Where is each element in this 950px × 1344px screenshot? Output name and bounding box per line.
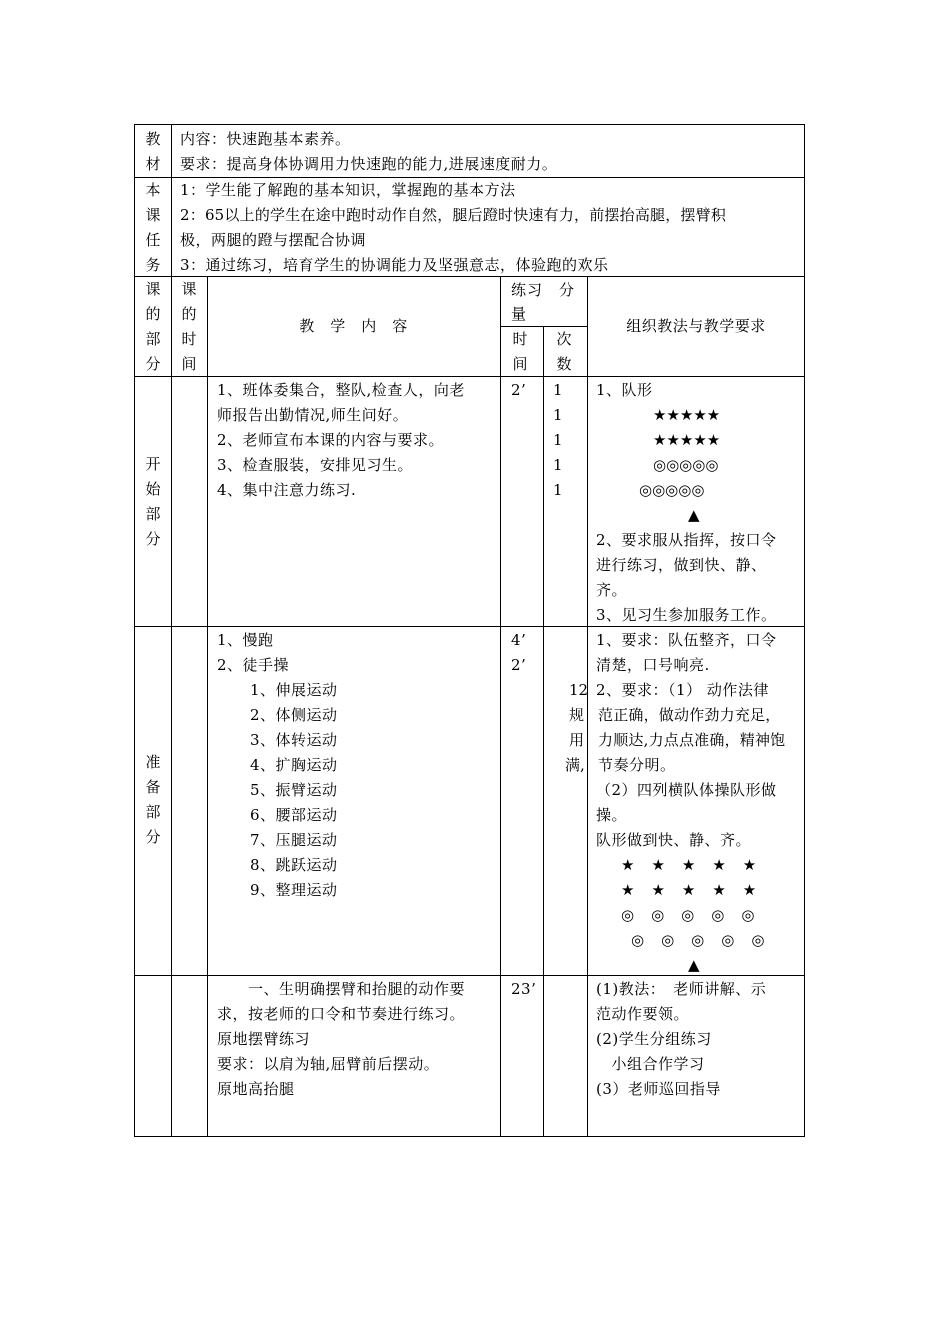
start-method-title: 1、队形 bbox=[596, 381, 653, 399]
col-divider bbox=[500, 276, 501, 1137]
formation-row: ◎ ◎ ◎ ◎ ◎ bbox=[631, 931, 766, 949]
teacher-marker: ▲ bbox=[688, 506, 701, 524]
content-line: 原地高抬腿 bbox=[217, 1080, 295, 1098]
textbook-requirement: 要求：提高身体协调用力快速跑的能力,进展速度耐力。 bbox=[180, 155, 558, 173]
col-divider bbox=[543, 326, 544, 1137]
col-divider bbox=[587, 276, 588, 1137]
content-line: 4、集中注意力练习. bbox=[217, 481, 357, 499]
task-item: 3：通过练习，培育学生的协调能力及坚强意志，体验跑的欢乐 bbox=[180, 256, 609, 274]
prep-time: 2’ bbox=[511, 656, 527, 674]
header-load: 练习 分 bbox=[511, 281, 576, 299]
header-method: 组织教法与教学要求 bbox=[626, 317, 766, 335]
count-value: 1 bbox=[553, 406, 564, 424]
header-load-count: 次 数 bbox=[556, 330, 572, 373]
exercise-item: 2、体侧运动 bbox=[250, 706, 338, 724]
count-value: 12 bbox=[569, 681, 589, 699]
method-line: 力顺达,力点点准确，精神饱 bbox=[598, 731, 786, 749]
content-line: 要求：以肩为轴,屈臂前后摆动。 bbox=[217, 1055, 440, 1073]
exercise-item: 6、腰部运动 bbox=[250, 806, 338, 824]
method-line: 2、要求：（1） 动作法律 bbox=[596, 681, 769, 699]
exercise-item: 4、扩胸运动 bbox=[250, 756, 338, 774]
method-line: (2)学生分组练习 bbox=[596, 1030, 712, 1048]
task-item: 2：65以上的学生在途中跑时动作自然，腿后蹬时快速有力，前摆抬高腿，摆臂积 bbox=[180, 206, 727, 224]
header-load-time: 时 间 bbox=[512, 330, 528, 373]
method-line: (1)教法： 老师讲解、示 bbox=[596, 980, 767, 998]
method-line: 节奏分明。 bbox=[598, 756, 676, 774]
content-line: 2、徒手操 bbox=[217, 656, 290, 674]
method-line: (3）老师巡回指导 bbox=[596, 1080, 721, 1098]
tasks-label: 本 课 任 务 bbox=[145, 181, 161, 274]
content-line: 求，按老师的口令和节奏进行练习。 bbox=[217, 1005, 466, 1023]
header-content: 教 学 内 容 bbox=[299, 317, 408, 335]
content-line: 师报告出勤情况,师生问好。 bbox=[217, 406, 409, 424]
prep-label: 准 备 部 分 bbox=[145, 753, 161, 846]
exercise-item: 9、整理运动 bbox=[250, 881, 338, 899]
teacher-marker: ▲ bbox=[688, 956, 701, 974]
header-part: 课 的 部 分 bbox=[145, 280, 161, 373]
formation-row: ◎◎◎◎◎ bbox=[639, 481, 705, 499]
method-line: （2）四列横队体操队形做 bbox=[596, 781, 777, 799]
start-time: 2’ bbox=[511, 381, 527, 399]
overlap-char: 规 bbox=[569, 706, 585, 724]
formation-row: ★★★★★ bbox=[653, 431, 721, 449]
method-line: 齐。 bbox=[596, 581, 628, 599]
overlap-char: 用 bbox=[569, 731, 585, 749]
prep-time: 4’ bbox=[511, 631, 527, 649]
basic-time: 23’ bbox=[511, 980, 537, 998]
method-line: 进行练习，做到快、静、 bbox=[596, 556, 767, 574]
header-load-2: 量 bbox=[511, 305, 527, 323]
content-line: 1、班体委集合，整队,检查人，向老 bbox=[217, 381, 465, 399]
method-line: 范动作要领。 bbox=[596, 1005, 690, 1023]
header-time: 课 的 时 间 bbox=[181, 280, 197, 373]
formation-row: ★ ★ ★ ★ ★ bbox=[621, 881, 758, 899]
formation-row: ◎◎◎◎◎ bbox=[653, 456, 719, 474]
method-line: 清楚，口号响亮. bbox=[596, 656, 710, 674]
overlap-char: 满, bbox=[565, 756, 585, 774]
count-value: 1 bbox=[553, 381, 564, 399]
method-line: 操。 bbox=[596, 806, 628, 824]
row-divider bbox=[134, 975, 805, 976]
row-divider bbox=[134, 376, 805, 377]
exercise-item: 3、体转运动 bbox=[250, 731, 338, 749]
content-line: 一、生明确摆臂和抬腿的动作要 bbox=[217, 980, 466, 998]
method-line: 2、要求服从指挥，按口令 bbox=[596, 531, 777, 549]
formation-row: ★★★★★ bbox=[653, 406, 721, 424]
method-line: 小组合作学习 bbox=[596, 1055, 705, 1073]
count-value: 1 bbox=[553, 481, 564, 499]
content-line: 2、老师宣布本课的内容与要求。 bbox=[217, 431, 445, 449]
count-value: 1 bbox=[553, 456, 564, 474]
content-line: 3、检查服装，安排见习生。 bbox=[217, 456, 414, 474]
method-line: 1、要求：队伍整齐，口令 bbox=[596, 631, 777, 649]
method-line: 3、见习生参加服务工作。 bbox=[596, 606, 777, 624]
exercise-item: 1、伸展运动 bbox=[250, 681, 338, 699]
start-label: 开 始 部 分 bbox=[145, 455, 161, 548]
exercise-item: 8、跳跃运动 bbox=[250, 856, 338, 874]
exercise-item: 5、振臂运动 bbox=[250, 781, 338, 799]
task-item: 1：学生能了解跑的基本知识，掌握跑的基本方法 bbox=[180, 181, 516, 199]
count-value: 1 bbox=[553, 431, 564, 449]
col-divider bbox=[207, 276, 208, 1137]
textbook-content: 内容：快速跑基本素养。 bbox=[180, 130, 351, 148]
textbook-label: 教 材 bbox=[145, 130, 161, 173]
content-line: 1、慢跑 bbox=[217, 631, 274, 649]
formation-row: ◎ ◎ ◎ ◎ ◎ bbox=[621, 906, 756, 924]
col-divider bbox=[171, 124, 172, 1137]
method-line: 范正确，做动作劲力充足， bbox=[598, 706, 781, 724]
content-line: 原地摆臂练习 bbox=[217, 1030, 311, 1048]
method-line: 队形做到快、静、齐。 bbox=[596, 831, 752, 849]
task-item: 极，两腿的蹬与摆配合协调 bbox=[180, 231, 367, 249]
formation-row: ★ ★ ★ ★ ★ bbox=[621, 856, 758, 874]
exercise-item: 7、压腿运动 bbox=[250, 831, 338, 849]
